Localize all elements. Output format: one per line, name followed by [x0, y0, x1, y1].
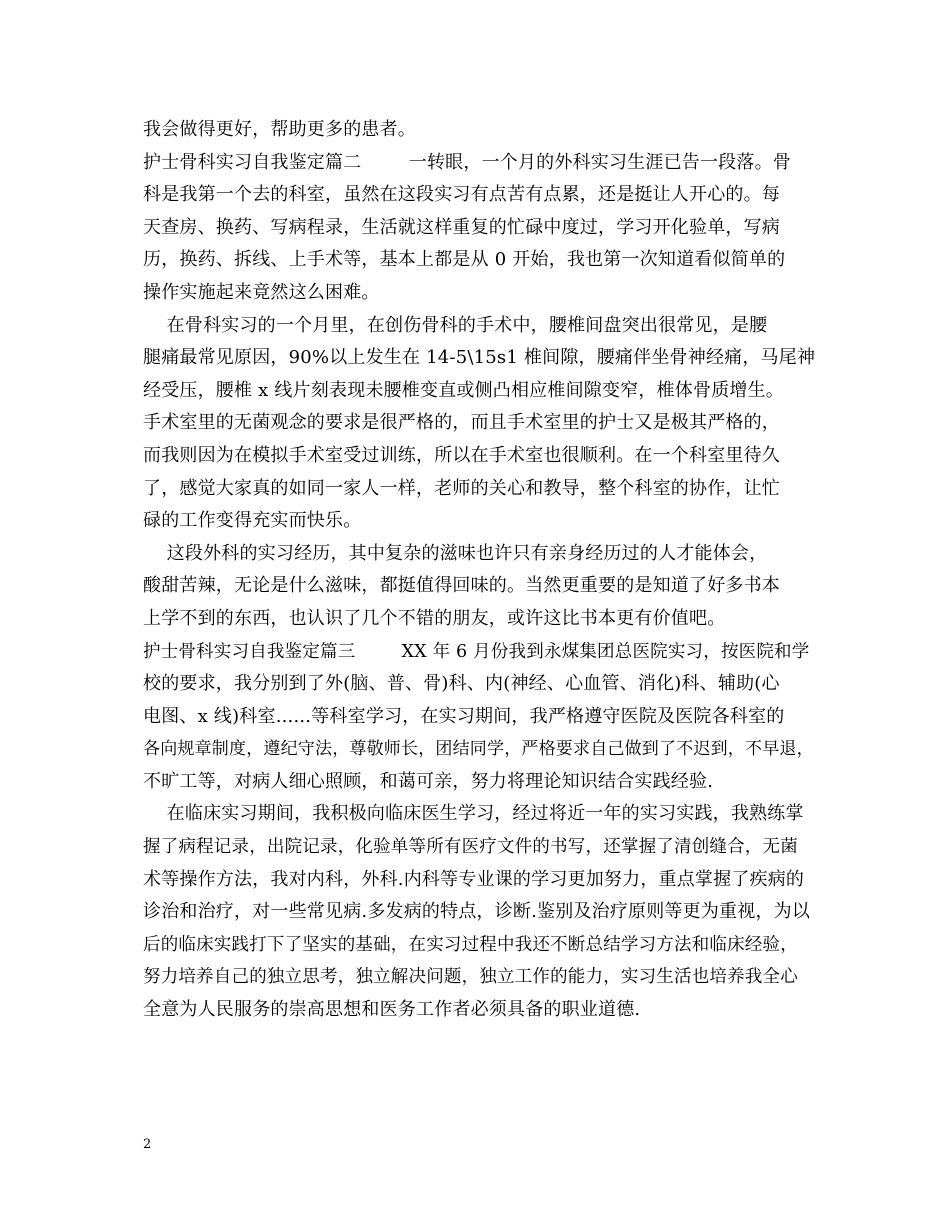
- text-line: 操作实施起来竟然这么困难。: [143, 281, 380, 303]
- text-line: 后的临床实践打下了坚实的基础，在实习过程中我还不断总结学习方法和临床经验，: [143, 934, 798, 955]
- text-line: 天查房、换药、写病程录，生活就这样重复的忙碌中度过，学习开化验单，写病: [143, 216, 780, 238]
- text-line: 科是我第一个去的科室，虽然在这段实习有点苦有点累，还是挺让人开心的。每: [143, 184, 780, 206]
- text-line: 握了病程记录，出院记录，化验单等所有医疗文件的书写，还掌握了清创缝合，无菌: [143, 837, 798, 858]
- text-line: 电图、x 线)科室......等科室学习，在实习期间，我严格遵守医院及医院各科室的: [143, 705, 785, 727]
- text-line: 在骨科实习的一个月里，在创伤骨科的手术中，腰椎间盘突出很常见，是腰: [143, 314, 768, 336]
- text-line: 护士骨科实习自我鉴定篇二 一转眼，一个月的外科实习生涯已告一段落。骨: [143, 151, 791, 173]
- text-line: 而我则因为在模拟手术室受过训练，所以在手术室也很顺利。在一个科室里待久: [143, 444, 780, 466]
- text-line: 经受压，腰椎 x 线片刻表现未腰椎变直或侧凸相应椎间隙变窄，椎体骨质增生。: [143, 379, 784, 401]
- text-line: 我会做得更好，帮助更多的患者。: [143, 119, 416, 140]
- text-line: 诊治和治疗，对一些常见病.多发病的特点，诊断.鉴别及治疗原则等更为重视，为以: [143, 901, 811, 923]
- text-line: 术等操作方法，我对内科，外科.内科等专业课的学习更加努力，重点掌握了疾病的: [143, 868, 805, 890]
- text-line: 不旷工等，对病人细心照顾，和蔼可亲，努力将理论知识结合实践经验.: [143, 770, 714, 792]
- text-line: 腿痛最常见原因，90%以上发生在 14-5\15s1 椎间隙，腰痛伴坐骨神经痛，马尾神: [143, 347, 816, 369]
- page-number: 2: [143, 1137, 152, 1152]
- text-line: 在临床实习期间，我积极向临床医生学习，经过将近一年的实习实践，我熟练掌: [143, 803, 804, 825]
- text-line: 这段外科的实习经历，其中复杂的滋味也许只有亲身经历过的人才能体会，: [143, 542, 768, 564]
- text-line: 上学不到的东西，也认识了几个不错的朋友，或许这比书本更有价值吧。: [143, 607, 726, 629]
- text-line: 校的要求，我分别到了外(脑、普、骨)科、内(神经、心血管、消化)科、辅助(心: [143, 673, 780, 695]
- text-line: 碌的工作变得充实而快乐。: [143, 510, 362, 532]
- text-line: 护士骨科实习自我鉴定篇三 XX 年 6 月份我到永煤集团总医院实习，按医院和学: [143, 641, 810, 662]
- text-line: 全意为人民服务的崇高思想和医务工作者必须具备的职业道德.: [143, 999, 641, 1021]
- text-line: 了，感觉大家真的如同一家人一样，老师的关心和教导，整个科室的协作，让忙: [143, 477, 780, 499]
- text-line: 酸甜苦辣，无论是什么滋味，都挺值得回味的。当然更重要的是知道了好多书本: [143, 575, 780, 597]
- text-line: 努力培养自己的独立思考，独立解决问题，独立工作的能力，实习生活也培养我全心: [143, 967, 798, 988]
- text-line: 历，换药、拆线、上手术等，基本上都是从 0 开始，我也第一次知道看似简单的: [143, 249, 786, 271]
- text-line: 手术室里的无菌观念的要求是很严格的，而且手术室里的护士又是极其严格的，: [143, 412, 780, 434]
- text-line: 各向规章制度，遵纪守法，尊敬师长，团结同学，严格要求自己做到了不迟到，不早退，: [143, 739, 814, 760]
- document-body: [143, 114, 815, 1027]
